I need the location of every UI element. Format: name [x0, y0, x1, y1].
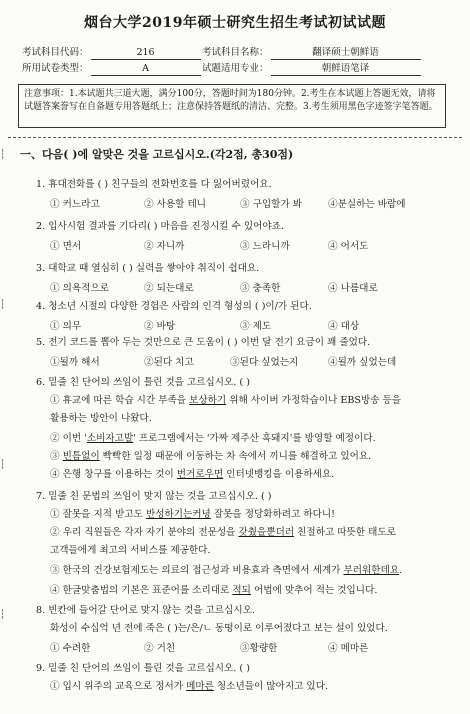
- subject-name-row: [202, 44, 421, 60]
- question-3-options: [50, 280, 450, 293]
- q4-option-4[interactable]: ④ 대상: [328, 321, 360, 332]
- question-8-sentence: 화성이 수십억 년 전에 죽은 ( )는/은/ㄴ 동떵이로 이루어졌다고 보는 설이 있었다.: [50, 623, 388, 634]
- subject-code-label: 考试科目代码：: [22, 47, 89, 58]
- major-value: 朝鲜语笔译: [271, 63, 421, 76]
- question-4-stem: 4. 청소년 시절의 다양한 경험은 사람의 인격 형성의 ( )이/가 된다.: [36, 301, 312, 312]
- subject-code-row: [22, 44, 201, 60]
- q7-option-4-underline: 적되: [232, 585, 251, 596]
- q1-option-2[interactable]: ② 사용할 테니: [144, 199, 207, 210]
- q7-option-2-text-a: ② 우리 직원들은 각자 자기 분야의 전문성을: [50, 527, 239, 538]
- question-7-stem: 7. 밑줄 친 문법의 쓰임이 맞지 않는 것을 고르십시오. ( ): [36, 491, 272, 502]
- q7-option-1-text-b: 잘못을 정당화하려고 하다니!: [210, 509, 336, 520]
- q5-option-1[interactable]: ①될까 해서: [50, 357, 100, 368]
- q9-option-1-text-a: ① 입시 위주의 교육으로 정서가: [50, 681, 187, 692]
- q9-option-1[interactable]: [50, 680, 328, 693]
- question-8-stem: 8. 빈칸에 들어갈 단어로 맞지 않는 것을 고르십시오.: [36, 605, 255, 616]
- q2-option-2[interactable]: ② 자니까: [144, 241, 185, 252]
- q8-option-2[interactable]: ② 거친: [144, 643, 176, 654]
- q2-option-3[interactable]: ③ 느라니까: [240, 241, 290, 252]
- q7-option-3[interactable]: [50, 564, 402, 577]
- q2-option-4[interactable]: ④ 어서도: [328, 241, 369, 252]
- q6-option-4[interactable]: [50, 468, 334, 481]
- question-2-stem: 2. 입사시험 결과를 기다리( ) 마음을 진정시킬 수 있어야죠.: [36, 221, 284, 232]
- q7-option-1[interactable]: [50, 508, 335, 521]
- section-title: 一、다음( )에 알맞은 것을 고르십시오.(각2점, 총30점): [20, 148, 294, 161]
- q6-option-3-underline: 빈틈없이: [62, 451, 100, 462]
- margin-mark-1: ┆: [0, 150, 6, 160]
- q5-option-3[interactable]: ③된다 싶었는지: [230, 357, 299, 368]
- q6-option-3-text-b: 빡빡한 일정 때문에 이동하는 차 속에서 끼니를 해결하고 있어요.: [99, 451, 372, 462]
- paper-type-value: A: [91, 63, 201, 76]
- q6-option-2-text-a: ② 이번 ': [50, 433, 87, 444]
- q6-option-1[interactable]: [50, 394, 401, 407]
- q7-option-3-text-a: ③ 한국의 건강보험제도는 의료의 접근성과 비용효과 측면에서 세계가: [50, 565, 344, 576]
- q7-option-2-underline: 갖췄을뿐더러: [238, 527, 295, 538]
- q6-option-2[interactable]: [50, 432, 376, 445]
- q6-option-4-text-b: 인터넷뱅킹을 이용하세요.: [223, 469, 335, 480]
- q7-option-2-cont: 고객들에게 최고의 서비스를 제공한다.: [50, 545, 211, 556]
- q1-option-3[interactable]: ③ 구입할가 봐: [240, 199, 303, 210]
- question-6-stem: 6. 밑줄 친 단어의 쓰임이 틀린 것을 고르십시오. ( ): [36, 377, 250, 388]
- q1-option-1[interactable]: ① 커느라고: [50, 199, 100, 210]
- dashed-divider: [8, 137, 462, 138]
- paper-type-row: [22, 60, 201, 76]
- q6-option-1-underline: 보상하기: [189, 395, 227, 406]
- q5-option-4[interactable]: ④될까 싶었는데: [328, 357, 397, 368]
- q7-option-4-text-a: ④ 한글맞춤법의 기본은 표준어를 소리대로: [50, 585, 233, 596]
- q7-option-2[interactable]: [50, 526, 396, 539]
- q3-option-3[interactable]: ③ 충족한: [240, 283, 281, 294]
- q4-option-3[interactable]: ③ 제도: [240, 321, 272, 332]
- q3-option-2[interactable]: ② 되는대로: [144, 283, 194, 294]
- subject-name-label: 考试科目名称：: [202, 47, 269, 58]
- q6-option-1-text-b: 위해 사이버 가정학습이나 EBS방송 등을: [226, 395, 402, 406]
- question-1-stem: 1. 휴대전화를 ( ) 친구들의 전화번호를 다 잃어버렸어요.: [36, 179, 272, 190]
- q4-option-1[interactable]: ① 의무: [50, 321, 82, 332]
- subject-name-value: 翻译硕士朝鲜语: [271, 47, 421, 60]
- question-2-options: [50, 238, 450, 251]
- q6-option-3-text-a: ③: [50, 451, 63, 462]
- q7-option-3-text-b: .: [399, 565, 403, 576]
- notice-box: 注意事项：1.本试题共三道大题，满分100分，答题时间为180分钟。2.考生在本试题上答题无效，请将试题答案誊写在自备题专用答题纸上；注意保持答题纸的清洁、完整。3.考生须用黑色字迹签字笔答题。: [18, 84, 446, 128]
- question-5-stem: 5. 전기 코드를 뽑아 두는 것만으로 큰 도움이 ( ) 이번 달 전기 요금이 꽤 줄었다.: [36, 337, 371, 348]
- q7-option-4-text-b: 어법에 맞추어 적는 것입니다.: [250, 585, 378, 596]
- question-1-options: [50, 196, 450, 209]
- q7-option-1-text-a: ① 잘못을 지적 받고도: [50, 509, 146, 520]
- question-9-stem: 9. 밑줄 친 단어의 쓰임이 틀린 것을 고르십시오. ( ): [36, 663, 250, 674]
- q8-option-3[interactable]: ③황량한: [240, 643, 278, 654]
- q9-option-1-underline: 메마른: [186, 681, 214, 692]
- q1-option-4[interactable]: ④분실하는 바람에: [328, 199, 406, 210]
- q4-option-2[interactable]: ② 바탕: [144, 321, 176, 332]
- q7-option-3-underline: 부러워한데요: [343, 565, 400, 576]
- major-row: [202, 60, 421, 76]
- q6-option-1-cont: 활용하는 방안이 나왔다.: [50, 413, 152, 424]
- question-4-options: [50, 318, 450, 331]
- margin-mark-3: ┆: [0, 460, 6, 470]
- q3-option-1[interactable]: ① 의욕적으로: [50, 283, 109, 294]
- q6-option-3[interactable]: [50, 450, 371, 463]
- question-3-stem: 3. 대학교 때 열심히 ( ) 실력을 쌓아야 취직이 쉽대요.: [36, 263, 260, 274]
- q2-option-1[interactable]: ① 면서: [50, 241, 82, 252]
- question-5-options: [50, 354, 450, 367]
- q6-option-2-text-b: ' 프로그램에서는 '가짜 제주산 흑돼지'를 방영할 예정이다.: [133, 433, 376, 444]
- major-label: 试题适用专业：: [202, 63, 269, 74]
- q9-option-1-text-b: 청소년들이 많아지고 있다.: [213, 681, 329, 692]
- q7-option-2-text-b: 친절하고 따뜻한 태도로: [294, 527, 396, 538]
- margin-mark-2: ┆: [0, 300, 6, 310]
- q8-option-4[interactable]: ④ 메마른: [328, 643, 369, 654]
- q6-option-2-underline: 소비자고발: [86, 433, 134, 444]
- q3-option-4[interactable]: ④ 나름대로: [328, 283, 378, 294]
- q5-option-2[interactable]: ②된다 치고: [144, 357, 194, 368]
- q6-option-1-text-a: ① 휴교에 따른 학습 시간 부족을: [50, 395, 190, 406]
- margin-mark-4: ┆: [0, 610, 6, 620]
- q6-option-4-text-a: ④ 은행 창구를 이용하는 것이: [50, 469, 177, 480]
- q6-option-4-underline: 번거로우면: [176, 469, 224, 480]
- subject-code-value: 216: [91, 47, 201, 60]
- q7-option-1-underline: 반성하기는커녕: [145, 509, 211, 520]
- q7-option-4[interactable]: [50, 584, 377, 597]
- q8-option-1[interactable]: ① 수려한: [50, 643, 91, 654]
- question-8-options: [50, 640, 450, 653]
- page-title: 烟台大学2019年硕士研究生招生考试初试试题: [84, 15, 386, 31]
- paper-type-label: 所用试卷类型：: [22, 63, 89, 74]
